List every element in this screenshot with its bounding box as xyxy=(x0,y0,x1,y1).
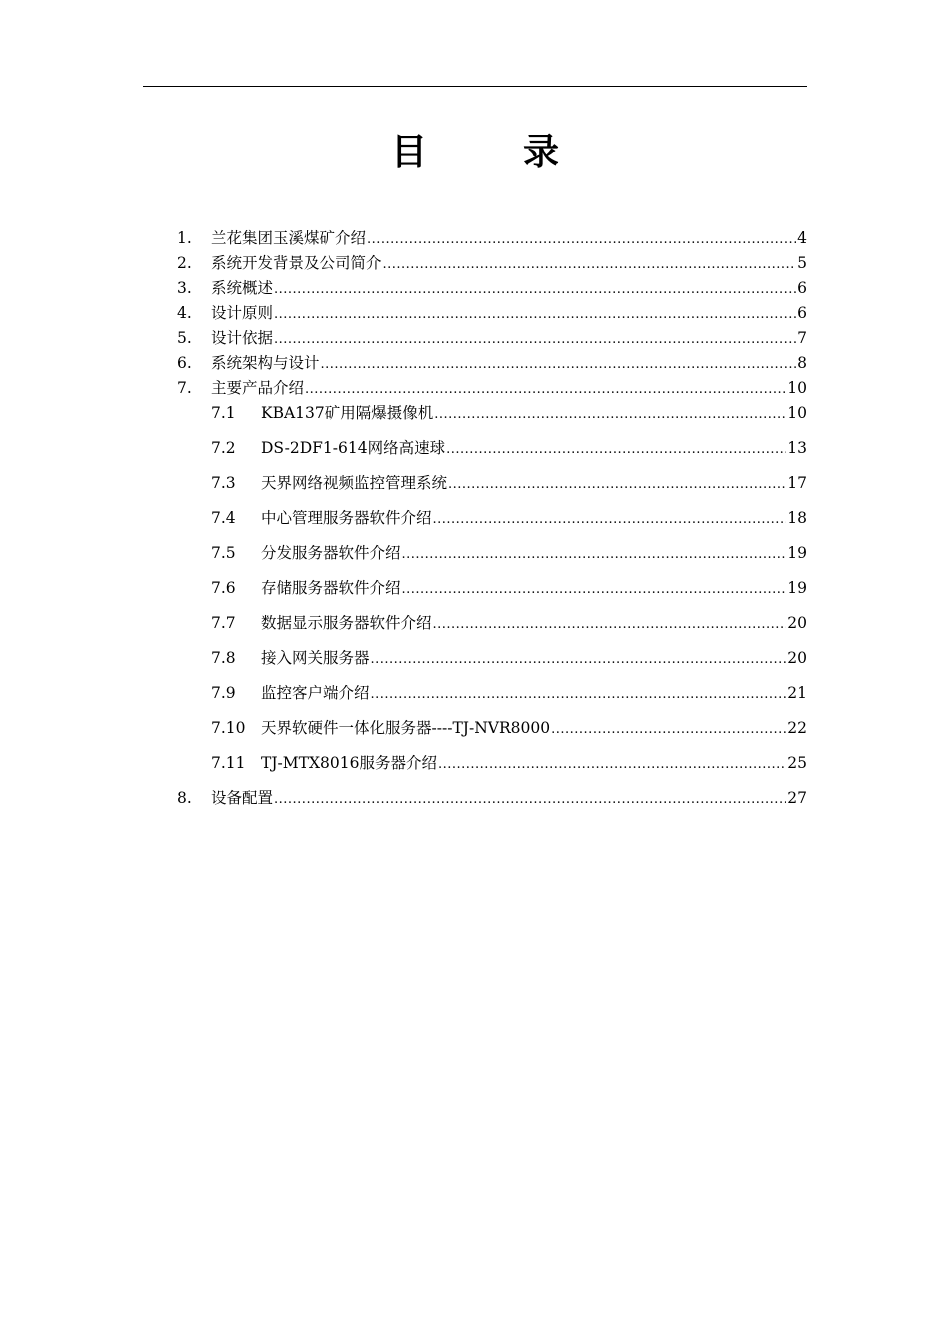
toc-dot-leader xyxy=(402,542,787,567)
toc-entry[interactable] xyxy=(177,326,807,351)
table-of-contents xyxy=(177,226,807,811)
toc-entry[interactable] xyxy=(177,376,807,401)
toc-dot-leader xyxy=(274,302,796,327)
toc-entry-page-number: 19 xyxy=(787,544,807,562)
toc-dot-leader xyxy=(371,647,787,672)
toc-entry-label: 分发服务器软件介绍 xyxy=(261,544,401,562)
toc-entry-page-number: 20 xyxy=(787,649,807,667)
toc-entry[interactable] xyxy=(177,506,807,541)
toc-entry[interactable] xyxy=(177,646,807,681)
toc-entry-label: 兰花集团玉溪煤矿介绍 xyxy=(211,229,367,247)
toc-entry[interactable] xyxy=(177,436,807,471)
toc-entry[interactable] xyxy=(177,716,807,751)
toc-entry-page-number: 4 xyxy=(797,229,807,247)
toc-entry-label: 中心管理服务器软件介绍 xyxy=(261,509,432,527)
toc-entry-label: 数据显示服务器软件介绍 xyxy=(261,614,432,632)
toc-entry-number: 5. xyxy=(177,329,192,347)
toc-entry-label: 监控客户端介绍 xyxy=(261,684,370,702)
toc-entry[interactable] xyxy=(177,276,807,301)
toc-entry[interactable] xyxy=(177,611,807,646)
toc-entry-number: 7.1 xyxy=(211,404,236,422)
toc-entry-label: 设计原则 xyxy=(211,304,274,322)
toc-entry[interactable] xyxy=(177,576,807,611)
toc-dot-leader xyxy=(305,377,786,402)
toc-entry-number: 8. xyxy=(177,789,192,807)
toc-entry-page-number: 20 xyxy=(787,614,807,632)
toc-entry-label: 天界网络视频监控管理系统 xyxy=(261,474,448,492)
toc-entry-label: 设备配置 xyxy=(211,789,274,807)
toc-entry-page-number: 6 xyxy=(797,304,807,322)
toc-dot-leader xyxy=(433,507,787,532)
toc-entry-label: 系统概述 xyxy=(211,279,274,297)
toc-entry-page-number: 21 xyxy=(787,684,807,702)
toc-entry[interactable] xyxy=(177,471,807,506)
toc-entry[interactable] xyxy=(177,786,807,811)
toc-entry-label: TJ-MTX8016服务器介绍 xyxy=(261,754,437,772)
toc-entry-page-number: 19 xyxy=(787,579,807,597)
toc-entry-number: 7.11 xyxy=(211,754,246,772)
toc-dot-leader xyxy=(371,682,787,707)
toc-entry-label: DS-2DF1-614网络高速球 xyxy=(261,439,446,457)
toc-entry-number: 7.10 xyxy=(211,719,246,737)
toc-dot-leader xyxy=(321,352,797,377)
toc-dot-leader xyxy=(434,402,786,427)
toc-entry-number: 7.6 xyxy=(211,579,236,597)
toc-dot-leader xyxy=(383,252,797,277)
toc-title: 目 录 xyxy=(390,131,589,173)
toc-entry-number: 7. xyxy=(177,379,192,397)
toc-entry-label: 设计依据 xyxy=(211,329,274,347)
toc-entry-number: 7.5 xyxy=(211,544,236,562)
toc-dot-leader xyxy=(433,612,787,637)
toc-entry-page-number: 8 xyxy=(797,354,807,372)
toc-entry-page-number: 10 xyxy=(787,404,807,422)
toc-entry-page-number: 17 xyxy=(787,474,807,492)
toc-entry[interactable] xyxy=(177,301,807,326)
toc-dot-leader xyxy=(367,227,796,252)
toc-dot-leader xyxy=(448,472,786,497)
toc-dot-leader xyxy=(438,752,786,777)
toc-dot-leader xyxy=(274,787,786,812)
toc-entry[interactable] xyxy=(177,226,807,251)
toc-dot-leader xyxy=(274,327,796,352)
toc-entry-page-number: 13 xyxy=(787,439,807,457)
toc-entry-page-number: 5 xyxy=(797,254,807,272)
toc-entry-label: 主要产品介绍 xyxy=(211,379,305,397)
toc-dot-leader xyxy=(551,717,786,742)
toc-dot-leader xyxy=(446,437,786,462)
header-rule xyxy=(143,86,807,87)
toc-entry-number: 4. xyxy=(177,304,192,322)
toc-entry-label: 天界软硬件一体化服务器----TJ-NVR8000 xyxy=(261,719,551,737)
toc-entry[interactable] xyxy=(177,751,807,786)
toc-entry-label: 接入网关服务器 xyxy=(261,649,370,667)
toc-entry-number: 7.8 xyxy=(211,649,236,667)
toc-entry-number: 7.9 xyxy=(211,684,236,702)
toc-entry[interactable] xyxy=(177,401,807,436)
toc-entry-number: 7.2 xyxy=(211,439,236,457)
toc-entry-number: 7.3 xyxy=(211,474,236,492)
toc-entry-label: 存储服务器软件介绍 xyxy=(261,579,401,597)
toc-entry-page-number: 7 xyxy=(797,329,807,347)
toc-entry-number: 6. xyxy=(177,354,192,372)
toc-entry-label: 系统架构与设计 xyxy=(211,354,320,372)
toc-entry-label: 系统开发背景及公司简介 xyxy=(211,254,382,272)
toc-entry-page-number: 18 xyxy=(787,509,807,527)
toc-entry[interactable] xyxy=(177,681,807,716)
toc-entry-number: 1. xyxy=(177,229,192,247)
toc-entry-page-number: 25 xyxy=(787,754,807,772)
toc-entry-page-number: 27 xyxy=(787,789,807,807)
toc-entry-number: 7.4 xyxy=(211,509,236,527)
toc-dot-leader xyxy=(274,277,796,302)
toc-entry[interactable] xyxy=(177,351,807,376)
toc-entry-page-number: 10 xyxy=(787,379,807,397)
toc-entry[interactable] xyxy=(177,251,807,276)
toc-entry-number: 2. xyxy=(177,254,192,272)
toc-entry-number: 3. xyxy=(177,279,192,297)
toc-entry-label: KBA137矿用隔爆摄像机 xyxy=(261,404,434,422)
toc-entry-page-number: 22 xyxy=(787,719,807,737)
toc-entry-number: 7.7 xyxy=(211,614,236,632)
toc-entry[interactable] xyxy=(177,541,807,576)
toc-dot-leader xyxy=(402,577,787,602)
toc-entry-page-number: 6 xyxy=(797,279,807,297)
